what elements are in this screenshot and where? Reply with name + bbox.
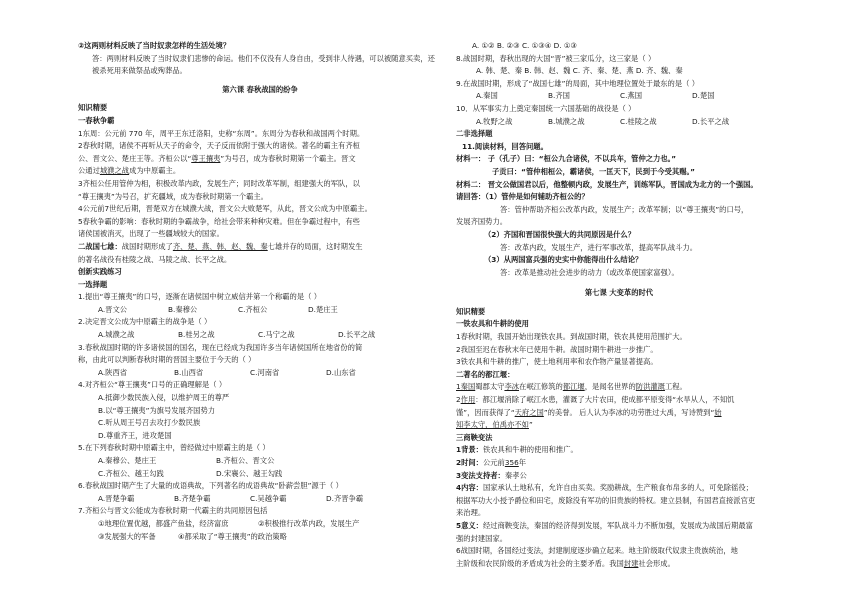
paragraph: 2作用：都江堰消除了岷江水患，灌溉了大片农田，使成都平原变得“水旱从人，不知饥 [456,395,735,405]
option: A.陕西省 [98,367,128,377]
option: A.秦国 [476,91,498,101]
paragraph: 1春秋时期，我国开始出现铁农具。到战国时期，铁农具使用范围扩大。 [456,332,687,342]
options-row [78,468,442,481]
paragraph: 4公元前7世纪后期，晋楚双方在城濮大战，晋文公大败楚军，从此，晋文公成为中原霸主。 [78,204,372,214]
options-row [456,90,782,103]
paragraph: “尊王攘夷”为号召，扩充疆域，成为春秋时期第一个霸主。 [78,191,268,201]
answer: 答：改革内政，发展生产，进行军事改革，提高军队战斗力。 [500,242,698,252]
option: D.楚国 [692,91,715,101]
subsection-heading: 二非选择题 [456,129,493,139]
lesson-title: 第七课 大变革的时代 [584,288,654,298]
paragraph: 知李太守，伯禹亦不如” [456,420,533,430]
option: B.山西省 [174,367,204,377]
option: A.牧野之战 [476,116,513,126]
paragraph: 二战国七雄：战国时期形成了齐、楚、燕、韩、赵、魏、秦七雄并存的局面，这时期发生 [78,241,363,251]
option: D.长平之战 [338,330,376,340]
option: B.桂另之战 [178,330,215,340]
options-row [78,518,442,531]
paragraph: 3齐桓公任用管仲为相，积极改革内政，发展生产；同时改革军制，组建强大的军队，以 [78,178,360,188]
options-row [78,531,442,544]
option: C.马宁之战 [258,330,295,340]
paragraph: 1东周：公元前 770 年，周平王东迁洛阳，史称“东周”。东周分为春秋和战国两个时期。 [78,128,365,138]
option: D.尊重齐王，进攻楚国 [98,430,172,440]
option: A.晋楚争霸 [98,493,135,503]
question: 6.春秋战国时期产生了大量的成语典故，下列著名的成语典故“卧薪尝胆”源于（ ） [78,481,343,491]
option: D.齐晋争霸 [326,493,364,503]
answer: 发展齐国势力。 [456,217,508,227]
option: B.秦穆公 [168,304,198,314]
option: ④都采取了“尊王攘夷”的政治策略 [178,531,287,541]
paragraph: 5意义：经过商鞅变法，秦国的经济得到发展，军队战斗力不断加强，发展成为战国后期最富 [456,520,753,530]
options-row: A. 韩、楚、秦 B. 韩、赵、魏 C. 齐、秦、楚、燕 D. 齐、魏、秦 [476,66,683,76]
subsection-heading: 二著名的都江堰： [456,369,515,379]
question: 5.在下列春秋时期中原霸主中，曾经做过中原霸主的是（ ） [78,443,270,453]
question: 4.对齐桓公“尊王攘夷”口号的正确理解是（ ） [78,380,227,390]
paragraph: 主阶级和农民阶级的矛盾成为社会的主要矛盾。我国封建社会形成。 [456,558,675,568]
paragraph: 3变法支持者：秦孝公 [456,470,527,480]
answer: 答：改革是推动社会进步的动力（或改革使国家富强）。 [500,267,679,277]
paragraph: 公、晋文公、楚庄王等。齐桓公以“尊王攘夷”为号召，成为春秋时期第一个霸主。晋文 [78,153,356,163]
question: 9.在战国时期，形成了“战国七雄”的局面，其中地理位置处于最东的是（ ） [456,78,700,88]
paragraph: 2我国至迟在春秋末年已使用牛耕。战国时期牛耕进一步推广。 [456,344,658,354]
paragraph: 1秦国蜀郡太守李冰在岷江修筑的都江堰，是闻名世界的防洪灌溉工程。 [456,382,687,392]
option: D.楚庄王 [308,304,338,314]
options-row [456,116,782,129]
option: ③发展强大的军备 [98,531,156,541]
paragraph: 1背景：铁农具和牛耕的使用和推广。 [456,445,578,455]
option: B.城濮之战 [548,116,585,126]
paragraph: 2春秋时期，诸侯不再听从天子的命令，天子反而依附于强大的诸侯。著名的霸主有齐桓 [78,141,360,151]
options-row: A. ①② B. ②③ C. ①③④ D. ①③ [472,41,577,50]
option: C.吴越争霸 [250,493,287,503]
option: D.山东省 [326,367,356,377]
answer: 答：管仲帮助齐桓公改革内政，发展生产；改革军制；以“尊王攘夷”的口号， [500,204,749,214]
paragraph: 6战国时期，各国经过变法，封建制度逐步确立起来。地主阶级取代奴隶主贵族统治，地 [456,546,738,556]
paragraph: 诸侯国被消灭，出现了一些疆域较大的国家。 [78,229,224,239]
question-heading: ②这两则材料反映了当时奴隶怎样的生活处境？ [78,41,231,50]
paragraph: 4内容：国家承认土地私有，允许自由买卖。奖励耕战，生产粮食布帛多的人，可免除徭役； [456,483,753,493]
option: ①地理位置优越，都盛产鱼盐，经济富庶 [98,518,229,528]
question: 10．从军事实力上奠定秦国统一六国基础的战役是（ ） [456,103,636,113]
question: 7.齐桓公与晋文公能成为春秋时期一代霸主的共同原因包括 [78,506,268,516]
paragraph: 2时间：公元前356年 [456,458,527,467]
paragraph: 来治理。 [456,508,486,518]
question: 8.战国时期，春秋出现的大国“晋”被三家瓜分，这三家是（ ） [456,53,656,63]
paragraph: 3铁农具和牛耕的推广，使土地利用率和农作物产量显著提高。 [456,357,658,367]
option: B.以“尊王攘夷”为旗号发展齐国势力 [98,405,216,415]
option: C.燕国 [620,91,643,101]
option: A.秦穆公、楚庄王 [98,456,157,465]
section-heading: 知识精要 [78,103,108,113]
paragraph: 5春秋争霸的影响：春秋时期的争霸战争，给社会带来种种灾难。但在争霸过程中，有些 [78,216,360,226]
lesson-title: 第六课 春秋战国的纷争 [222,84,298,94]
paragraph: 馑”，因而获得了“天府之国”的美誉。 后人认为李冰的功劳胜过大禹，写诗赞到“始 [456,407,722,417]
material-text: 材料二： 晋文公做国君以后，他整顿内政，发展生产，训练军队，晋国成为北方的一个强国。 [456,179,758,189]
question: 2.决定晋文公成为中原霸主的战争是（ ） [78,317,212,327]
option: B.齐桓公、晋文公 [216,456,275,465]
options-row [78,455,442,468]
options-row [78,493,442,506]
option: D.长平之战 [692,116,730,126]
option: C.桂陵之战 [620,116,657,126]
option: C.河南省 [250,367,280,377]
option: C.齐桓公、越王勾践 [98,468,164,478]
question: （2）齐国和晋国很快强大的共同原因是什么？ [484,229,636,239]
paragraph: 公通过城濮之战成为中原霸主。 [78,166,181,176]
subsection-heading: 三商鞅变法 [456,432,493,442]
left-column [78,40,442,543]
question: 11.阅读材料，回答问题。 [462,141,548,151]
paragraph: 强的封建国家。 [456,533,508,543]
paragraph: 的著名战役有桂陵之战、马陵之战、长平之战。 [78,254,232,264]
option: C.齐桓公 [238,304,268,314]
option: C.听从周王号召去攻打少数民族 [98,418,201,428]
material-text: 材料一： 子（孔子）曰：“桓公九合诸侯，不以兵车，管仲之力也。” [456,154,677,164]
section-heading: 知识精要 [456,306,486,316]
answer-paragraph: 答：两则材料反映了当时奴隶们悲惨的命运。他们不仅没有人身自由，受到非人待遇，可以被随意买卖，还被杀死用来做祭品或殉葬品。 [92,53,435,76]
option: A.抵御少数民族入侵，以维护周王的尊严 [98,393,230,403]
subsection-heading: 一春秋争霸 [78,115,115,125]
option: B.齐国 [548,91,570,101]
subsection-heading: 一铁农具和牛耕的使用 [456,319,529,329]
paragraph: 根据军功大小授予爵位和田宅，废除没有军功的旧贵族的特权。建立县制，有国君直接派官吏 [456,495,756,505]
options-row [78,367,442,380]
option: B.齐楚争霸 [174,493,211,503]
question: 1.提出“尊王攘夷”的口号，逐渐在诸侯国中树立威信并第一个称霸的是（ ） [78,292,322,302]
material-text: 子贡曰：“管仲相桓公，霸诸侯，一匡天下，民到于今受其赐。” [492,166,695,176]
option: A.城濮之战 [98,330,135,340]
option: ②积极推行改革内政，发展生产 [258,518,360,528]
options-row [78,304,442,317]
question: 请回答：（1）管仲是如何辅助齐桓公的？ [456,192,589,202]
option: D.宋襄公、越王勾践 [216,468,283,478]
question: （3）从两国富兵强的史实中你能得出什么结论？ [484,255,643,265]
option: A.晋文公 [98,304,128,314]
subsection-heading: 一选择题 [78,279,108,289]
question: 称，由此可以判断春秋时期的晋国主要位于今天的（ ） [78,355,256,365]
section-heading: 创新实践练习 [78,267,122,277]
options-row [78,329,442,342]
question: 3.春秋战国时期的许多诸侯国的国名，现在已经成为我国许多当年诸侯国所在地省份的简 [78,342,363,352]
right-column [456,40,782,570]
